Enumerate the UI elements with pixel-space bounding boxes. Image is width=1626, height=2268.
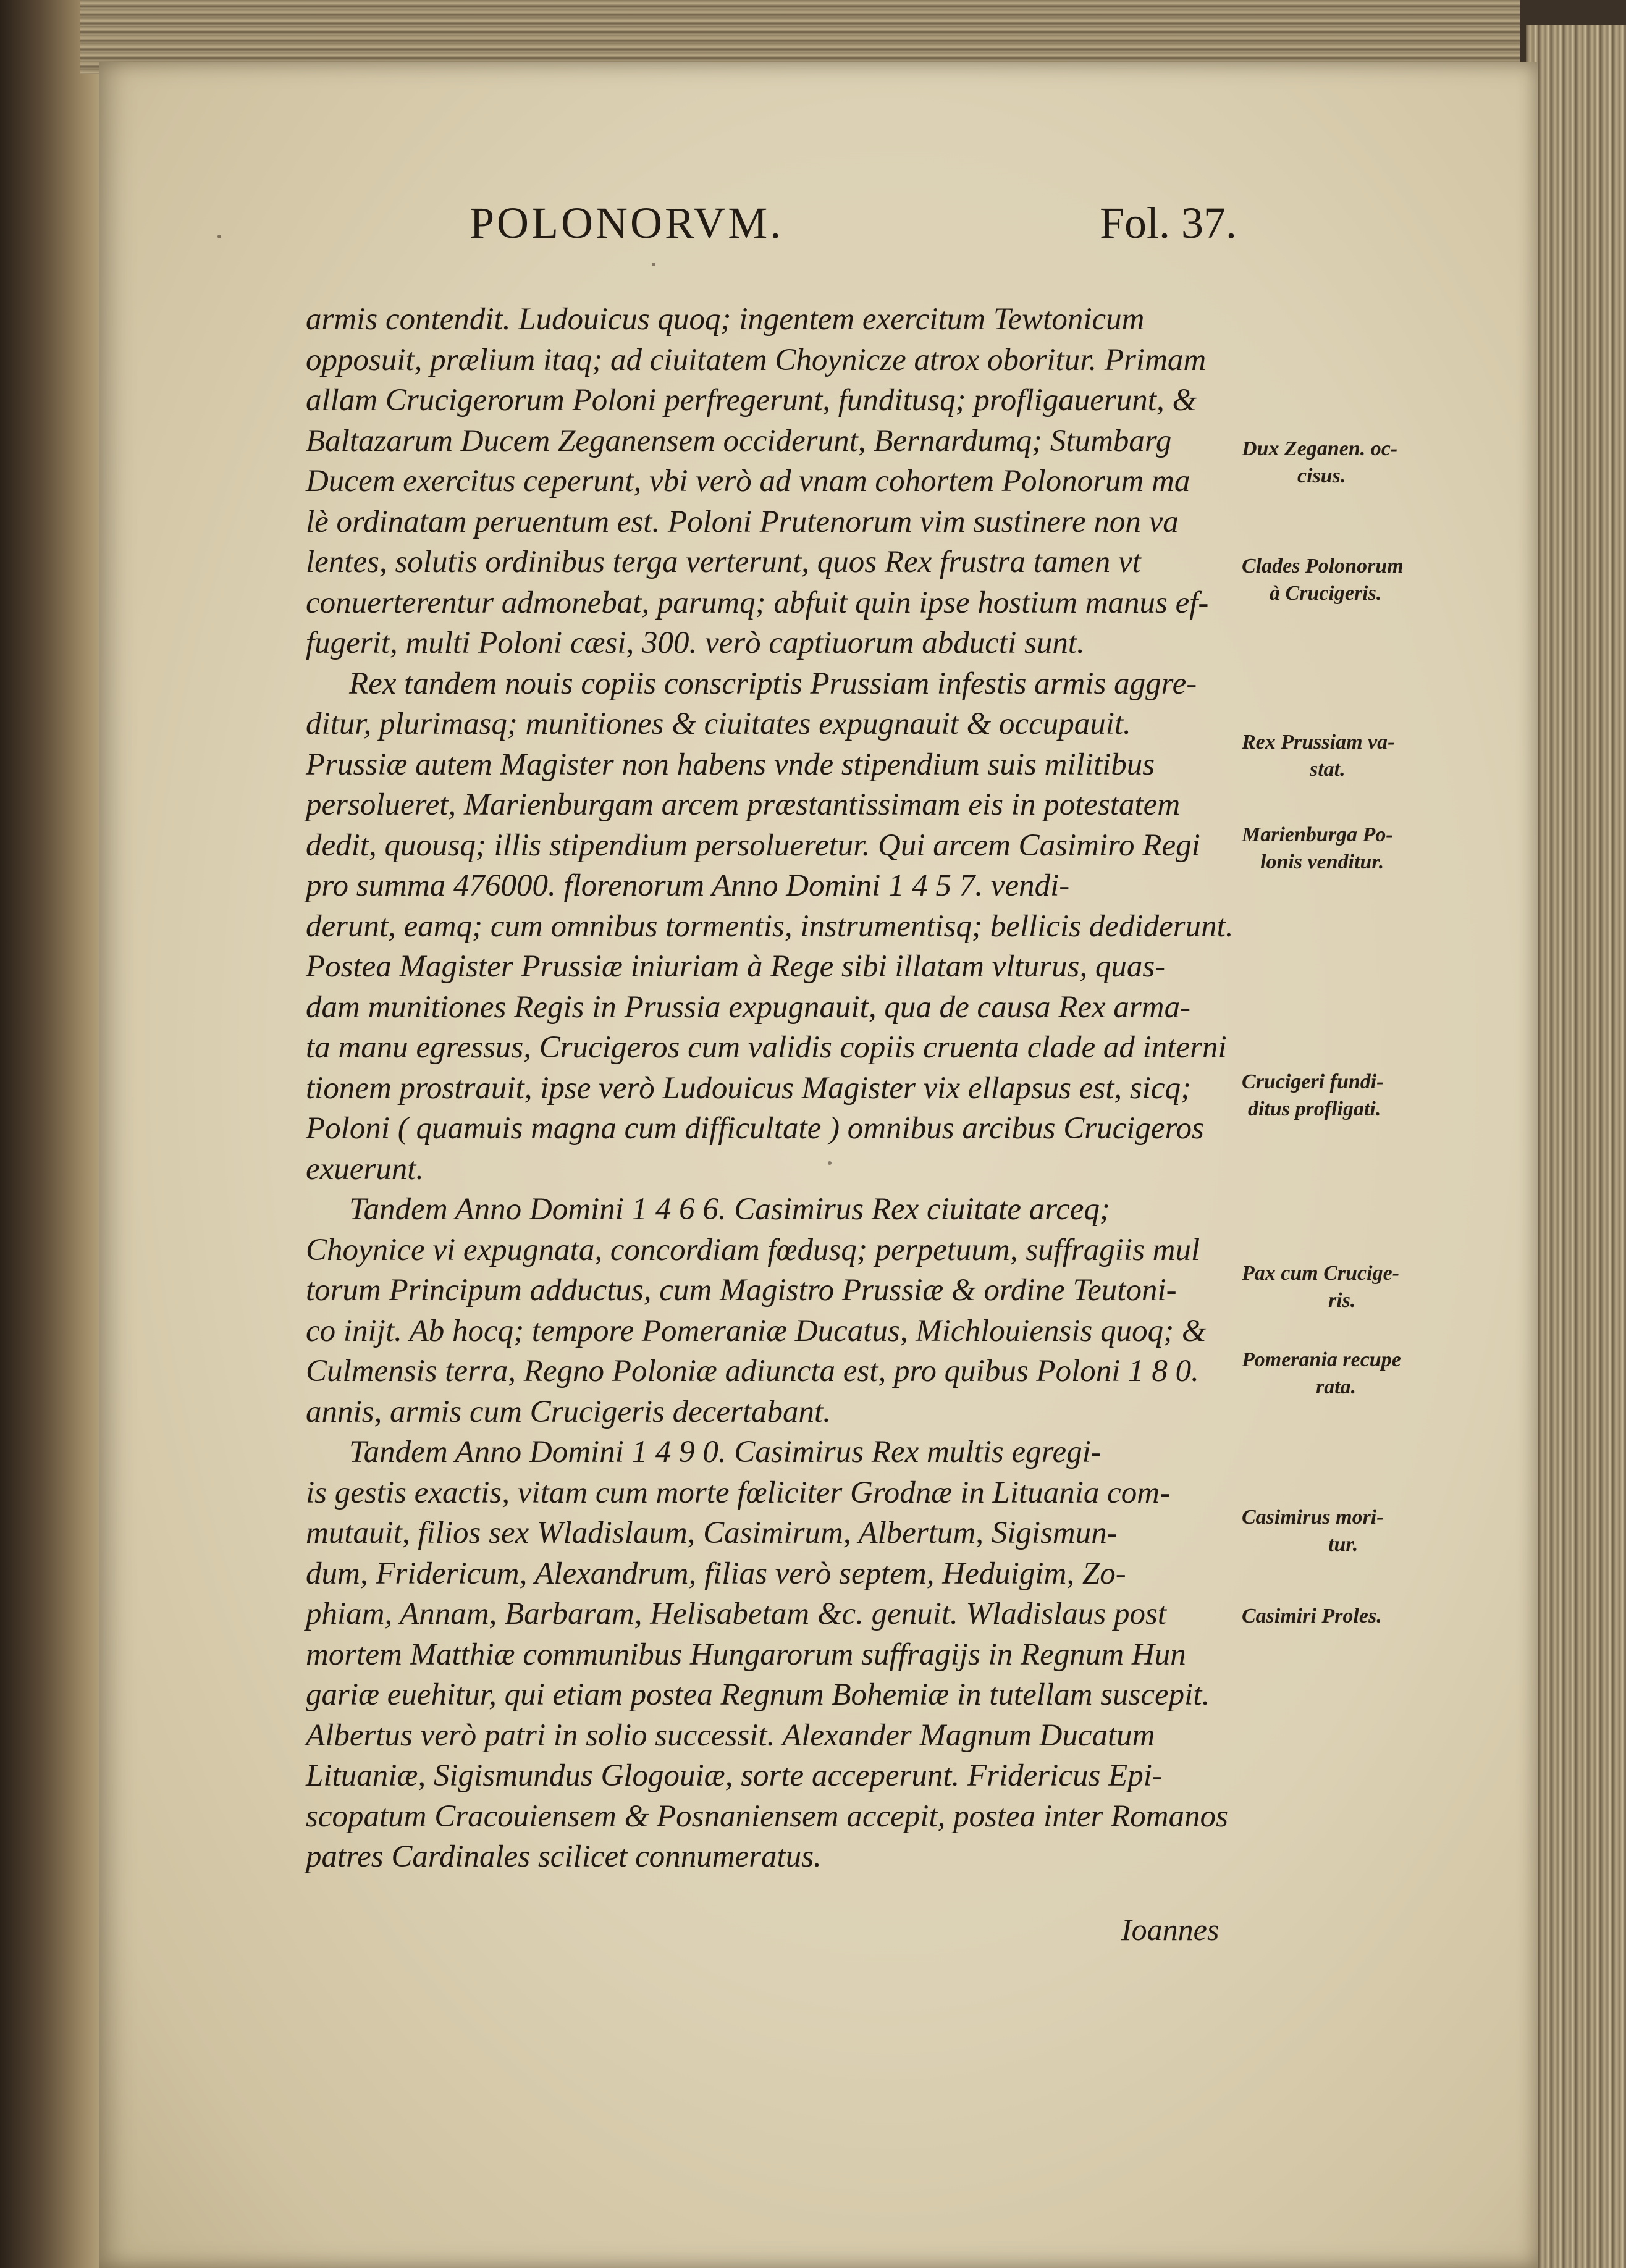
text-line: Tandem Anno Domini 1 4 6 6. Casimirus Rex ciuitate arceq; <box>349 1192 1110 1227</box>
text-line: Ducem exercitus ceperunt, vbi verò ad vnam cohortem Polonorum ma <box>306 464 1190 498</box>
margin-note-line: Marienburga Po- <box>1242 823 1393 846</box>
page-edges-right <box>1526 25 1626 2268</box>
text-line: Prussiæ autem Magister non habens vnde stipendium suis militibus <box>306 747 1155 782</box>
text-line: dum, Fridericum, Alexandrum, filias verò septem, Heduigim, Zo- <box>306 1556 1126 1591</box>
text-line: dedit, quousq; illis stipendium persolueretur. Qui arcem Casimiro Regi <box>306 828 1200 863</box>
text-line: Tandem Anno Domini 1 4 9 0. Casimirus Rex multis egregi- <box>349 1435 1102 1469</box>
text-line: ditur, plurimasq; munitiones & ciuitates expugnauit & occupauit. <box>306 707 1131 741</box>
text-line: scopatum Cracouiensem & Posnaniensem accepit, postea inter Romanos <box>306 1799 1228 1834</box>
text-line: mortem Matthiæ communibus Hungarorum suffragijs in Regnum Hun <box>306 1637 1186 1672</box>
page-title: POLONORVM. <box>470 198 784 248</box>
margin-note <box>1242 1260 1464 1314</box>
text-line: Poloni ( quamuis magna cum difficultate ) omnibus arcibus Crucigeros <box>306 1111 1204 1146</box>
text-line: annis, armis cum Crucigeris decertabant. <box>306 1394 831 1429</box>
text-line: torum Principum adductus, cum Magistro Prussiæ & ordine Teutoni- <box>306 1273 1177 1308</box>
folio-number: Fol. 37. <box>1100 198 1237 248</box>
margin-note-line: Rex Prussiam va- <box>1242 731 1395 754</box>
margin-note-line: Casimirus mori- <box>1242 1506 1384 1529</box>
running-header <box>470 198 1489 266</box>
margin-note-line: Crucigeri fundi- <box>1242 1070 1384 1093</box>
margin-note-line: Clades Polonorum <box>1242 555 1404 578</box>
text-line: mutauit, filios sex Wladislaum, Casimirum, Albertum, Sigismun- <box>306 1516 1118 1550</box>
margin-note-line: Dux Zeganen. oc- <box>1242 437 1398 460</box>
text-line: lè ordinatam peruentum est. Poloni Prutenorum vim sustinere non va <box>306 504 1179 539</box>
text-line: Postea Magister Prussiæ iniuriam à Rege sibi illatam vlturus, quas- <box>306 949 1166 984</box>
margin-note <box>1242 729 1464 783</box>
text-line: gariæ euehitur, qui etiam postea Regnum Bohemiæ in tutellam suscepit. <box>306 1678 1210 1712</box>
text-line: ta manu egressus, Crucigeros cum validis copiis cruenta clade ad interni <box>306 1030 1227 1065</box>
text-line: Lituaniæ, Sigismundus Glogouiæ, sorte acceperunt. Fridericus Epi- <box>306 1758 1163 1793</box>
margin-note <box>1242 553 1464 607</box>
margin-note-line: lonis venditur. <box>1260 850 1384 873</box>
catchword: Ioannes <box>1121 1912 1220 1947</box>
margin-note-line: Casimiri Proles. <box>1242 1605 1382 1628</box>
margin-note-line: rata. <box>1316 1376 1357 1398</box>
text-line: derunt, eamq; cum omnibus tormentis, instrumentisq; bellicis dediderunt. <box>306 909 1234 944</box>
text-line: phiam, Annam, Barbaram, Helisabetam &c. genuit. Wladislaus post <box>306 1597 1167 1631</box>
text-line: co inijt. Ab hocq; tempore Pomeraniæ Ducatus, Michlouiensis quoq; & <box>306 1313 1207 1348</box>
text-line: persolueret, Marienburgam arcem præstantissimam eis in potestatem <box>306 788 1181 822</box>
text-line: Culmensis terra, Regno Poloniæ adiuncta est, pro quibus Poloni 1 8 0. <box>306 1354 1199 1388</box>
text-line: Baltazarum Ducem Zeganensem occiderunt, Bernardumq; Stumbarg <box>306 423 1172 458</box>
margin-note-line: ris. <box>1328 1289 1356 1312</box>
text-line: pro summa 476000. florenorum Anno Domini 1 4 5 7. vendi- <box>306 868 1070 903</box>
margin-note <box>1242 821 1464 876</box>
ink-speck <box>217 235 221 238</box>
text-line: Choynice vi expugnata, concordiam fœdusq; perpetuum, suffragiis mul <box>306 1232 1200 1267</box>
margin-note-line: stat. <box>1310 758 1346 781</box>
text-line: allam Crucigerorum Poloni perfregerunt, funditusq; profligauerunt, & <box>306 383 1197 418</box>
text-line: Rex tandem nouis copiis conscriptis Prussiam infestis armis aggre- <box>349 666 1197 701</box>
text-line: lentes, solutis ordinibus terga verterunt, quos Rex frustra tamen vt <box>306 545 1141 579</box>
text-line: exuerunt. <box>306 1151 424 1186</box>
margin-note <box>1242 1069 1464 1123</box>
margin-note-line: ditus profligati. <box>1248 1098 1381 1120</box>
margin-note-line: Pomerania recupe <box>1242 1348 1401 1371</box>
text-line: armis contendit. Ludouicus quoq; ingentem exercitum Tewtonicum <box>306 302 1145 337</box>
text-line: fugerit, multi Poloni cæsi, 300. verò captiuorum abducti sunt. <box>306 626 1085 660</box>
margin-note <box>1242 1346 1464 1401</box>
body-text <box>306 300 1251 1878</box>
text-line: Albertus verò patri in solio successit. Alexander Magnum Ducatum <box>306 1718 1155 1753</box>
margin-note-line: cisus. <box>1297 464 1346 487</box>
text-line: conuerterentur admonebat, parumq; abfuit quin ipse hostium manus ef- <box>306 585 1209 620</box>
margin-note-line: tur. <box>1328 1533 1359 1556</box>
margin-note <box>1242 1504 1464 1558</box>
text-line: opposuit, prælium itaq; ad ciuitatem Choynicze atrox oboritur. Primam <box>306 342 1207 377</box>
margin-note <box>1242 1603 1464 1630</box>
text-line: patres Cardinales scilicet connumeratus. <box>306 1839 822 1874</box>
margin-note <box>1242 435 1464 490</box>
text-line: tionem prostrauit, ipse verò Ludouicus Magister vix ellapsus est, sicq; <box>306 1070 1192 1106</box>
margin-note-line: à Crucigeris. <box>1270 582 1382 605</box>
text-line: is gestis exactis, vitam cum morte fœliciter Grodnæ in Lituania com- <box>306 1475 1171 1510</box>
text-line: dam munitiones Regis in Prussia expugnauit, qua de causa Rex arma- <box>306 989 1191 1025</box>
margin-note-line: Pax cum Crucige- <box>1242 1262 1399 1285</box>
